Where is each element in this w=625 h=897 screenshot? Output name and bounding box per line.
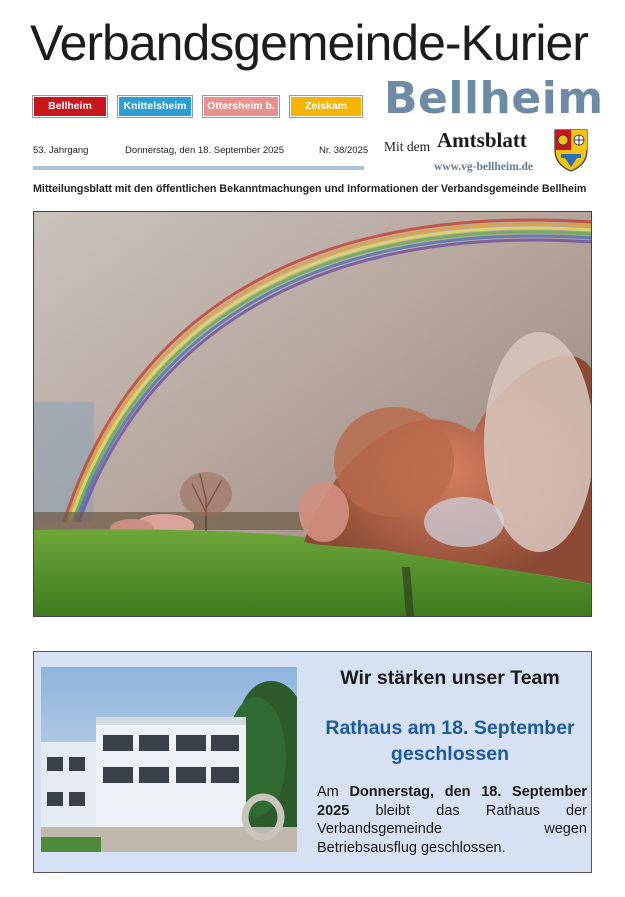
tag-bellheim[interactable]: Bellheim [33,96,107,117]
news-body-intro: Am [317,784,350,800]
news-body [317,783,587,857]
news-headline: Rathaus am 18. September geschlossen [325,717,575,765]
issue-number: Nr. 38/2025 [319,145,369,156]
accent-bar [33,166,364,170]
tag-knittelsheim[interactable]: Knittelsheim [118,96,192,117]
news-heading: Wir stärken unser Team [340,667,560,689]
hero-photo [33,211,592,617]
municipality-tags [33,96,362,131]
masthead-title: Verbandsgemeinde-Kurier [30,15,588,71]
brand-name: Bellheim [384,73,604,124]
amtsblatt-prefix: Mit dem [384,139,431,154]
publication-subtitle: Mitteilungsblatt mit den öffentlichen Bekanntmachungen und Informationen der Verbandsgemeinde Bellheim [33,183,587,195]
news-body-rest: bleibt das Rathaus der Verbandsgemeinde wegen Betriebsausflug geschlossen. [317,802,587,856]
town-hall-photo [41,667,297,852]
coat-of-arms-icon [553,128,589,172]
amtsblatt-label: Amtsblatt [437,128,527,152]
news-body-bold: Donnerstag, den 18. September 2025 [317,784,588,819]
website-link[interactable]: www.vg-bellheim.de [434,161,534,173]
issue-date: Donnerstag, den 18. September 2025 [125,145,284,156]
news-box [33,651,592,873]
issue-volume: 53. Jahrgang [33,145,89,156]
tag-ottersheim[interactable]: Ottersheim b. L. [203,96,279,117]
tag-zeiskam[interactable]: Zeiskam [290,96,362,117]
